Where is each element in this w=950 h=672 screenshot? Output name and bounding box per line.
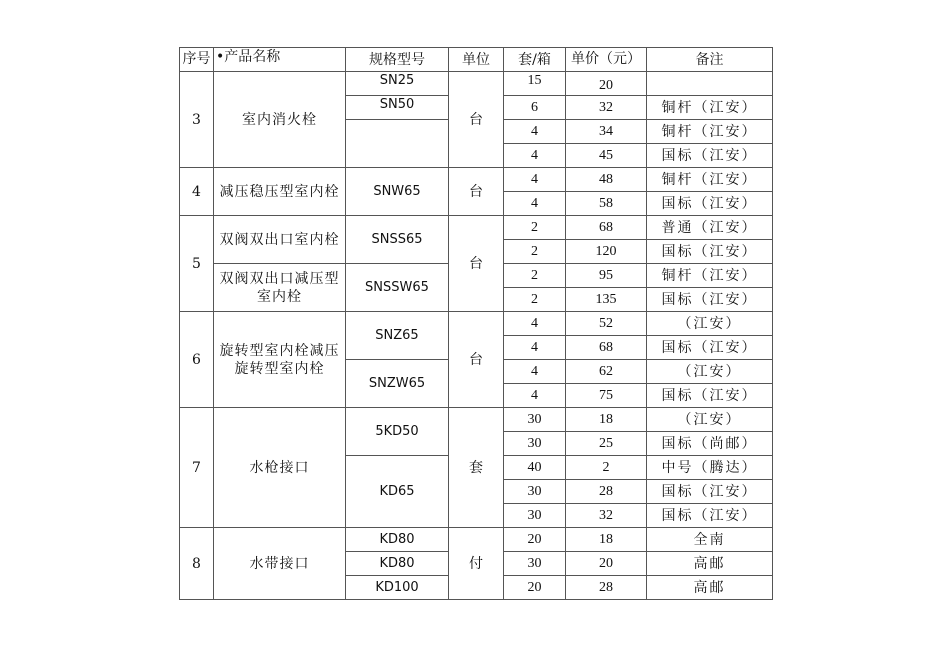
product-name-cell: 双阀双出口减压型室内栓 <box>214 264 346 312</box>
price-cell: 68 <box>566 336 647 360</box>
note-cell: 国标（江安） <box>647 144 773 168</box>
unit-cell: 台 <box>449 168 504 216</box>
note-cell: 国标（江安） <box>647 384 773 408</box>
note-cell: 铜杆（江安） <box>647 264 773 288</box>
header-note: 备注 <box>647 48 773 72</box>
model-cell: SNZ65 <box>346 312 449 360</box>
table-row <box>180 216 773 240</box>
seq-cell: 6 <box>180 312 214 408</box>
qty-cell: 30 <box>504 504 566 528</box>
qty-cell: 20 <box>504 576 566 600</box>
header-seq: 序号 <box>180 48 214 72</box>
table-row <box>180 408 773 432</box>
table-row <box>180 168 773 192</box>
price-cell: 20 <box>566 552 647 576</box>
note-cell: 国标（江安） <box>647 504 773 528</box>
note-cell: 国标（江安） <box>647 480 773 504</box>
price-cell: 2 <box>566 456 647 480</box>
note-cell: 铜杆（江安） <box>647 120 773 144</box>
unit-cell: 付 <box>449 528 504 600</box>
qty-cell: 4 <box>504 360 566 384</box>
table-row <box>180 72 773 96</box>
product-name-cell: 水枪接口 <box>214 408 346 528</box>
model-cell: 5KD50 <box>346 408 449 456</box>
model-cell: SNZW65 <box>346 360 449 408</box>
model-cell: SNSS65 <box>346 216 449 264</box>
qty-cell: 4 <box>504 312 566 336</box>
qty-cell: 40 <box>504 456 566 480</box>
note-cell <box>647 72 773 96</box>
price-cell: 32 <box>566 504 647 528</box>
seq-cell: 8 <box>180 528 214 600</box>
price-cell: 28 <box>566 480 647 504</box>
table-row <box>180 312 773 336</box>
seq-cell: 7 <box>180 408 214 528</box>
qty-cell: 4 <box>504 192 566 216</box>
price-cell: 48 <box>566 168 647 192</box>
note-cell: 铜杆（江安） <box>647 96 773 120</box>
unit-cell: 台 <box>449 312 504 408</box>
note-cell: （江安） <box>647 360 773 384</box>
note-cell: 国标（江安） <box>647 192 773 216</box>
price-cell: 58 <box>566 192 647 216</box>
price-cell: 62 <box>566 360 647 384</box>
product-name-cell: 室内消火栓 <box>214 72 346 168</box>
unit-cell: 台 <box>449 72 504 168</box>
qty-cell: 2 <box>504 264 566 288</box>
price-cell: 95 <box>566 264 647 288</box>
model-cell: KD65 <box>346 456 449 528</box>
product-price-table <box>179 47 773 600</box>
note-cell: 高邮 <box>647 552 773 576</box>
price-cell: 32 <box>566 96 647 120</box>
header-product-name: •产品名称 <box>214 48 346 72</box>
product-name-cell: 减压稳压型室内栓 <box>214 168 346 216</box>
qty-cell: 15 <box>504 72 566 96</box>
price-cell: 75 <box>566 384 647 408</box>
header-model: 规格型号 <box>346 48 449 72</box>
product-name-cell: 水带接口 <box>214 528 346 600</box>
model-cell: SN50 <box>346 96 449 120</box>
qty-cell: 6 <box>504 96 566 120</box>
qty-cell: 4 <box>504 120 566 144</box>
qty-cell: 4 <box>504 168 566 192</box>
header-price: 单价（元） <box>566 48 647 72</box>
header-per-box: 套/箱 <box>504 48 566 72</box>
qty-cell: 2 <box>504 216 566 240</box>
price-cell: 28 <box>566 576 647 600</box>
note-cell: （江安） <box>647 312 773 336</box>
table-header-row <box>180 48 773 72</box>
note-cell: 铜杆（江安） <box>647 168 773 192</box>
note-cell: 中号（腾达） <box>647 456 773 480</box>
price-cell: 45 <box>566 144 647 168</box>
product-name-cell: 旋转型室内栓减压旋转型室内栓 <box>214 312 346 408</box>
qty-cell: 30 <box>504 552 566 576</box>
seq-cell: 3 <box>180 72 214 168</box>
qty-cell: 4 <box>504 144 566 168</box>
price-cell: 20 <box>566 72 647 96</box>
price-cell: 120 <box>566 240 647 264</box>
note-cell: 全南 <box>647 528 773 552</box>
model-cell-empty <box>346 120 449 168</box>
header-unit: 单位 <box>449 48 504 72</box>
seq-cell: 4 <box>180 168 214 216</box>
qty-cell: 30 <box>504 408 566 432</box>
note-cell: 普通（江安） <box>647 216 773 240</box>
model-cell: SNSSW65 <box>346 264 449 312</box>
note-cell: 国标（江安） <box>647 288 773 312</box>
note-cell: 高邮 <box>647 576 773 600</box>
qty-cell: 2 <box>504 240 566 264</box>
price-cell: 68 <box>566 216 647 240</box>
qty-cell: 20 <box>504 528 566 552</box>
price-cell: 25 <box>566 432 647 456</box>
note-cell: 国标（尚邮） <box>647 432 773 456</box>
model-cell: SN25 <box>346 72 449 96</box>
unit-cell: 套 <box>449 408 504 528</box>
note-cell: 国标（江安） <box>647 336 773 360</box>
note-cell: 国标（江安） <box>647 240 773 264</box>
qty-cell: 4 <box>504 336 566 360</box>
price-cell: 135 <box>566 288 647 312</box>
product-name-cell: 双阀双出口室内栓 <box>214 216 346 264</box>
table-row <box>180 528 773 552</box>
model-cell: KD80 <box>346 552 449 576</box>
qty-cell: 30 <box>504 480 566 504</box>
unit-cell: 台 <box>449 216 504 312</box>
model-cell: SNW65 <box>346 168 449 216</box>
model-cell: KD80 <box>346 528 449 552</box>
seq-cell: 5 <box>180 216 214 312</box>
qty-cell: 4 <box>504 384 566 408</box>
price-cell: 52 <box>566 312 647 336</box>
note-cell: （江安） <box>647 408 773 432</box>
price-cell: 18 <box>566 528 647 552</box>
qty-cell: 30 <box>504 432 566 456</box>
model-cell: KD100 <box>346 576 449 600</box>
price-cell: 18 <box>566 408 647 432</box>
qty-cell: 2 <box>504 288 566 312</box>
price-cell: 34 <box>566 120 647 144</box>
